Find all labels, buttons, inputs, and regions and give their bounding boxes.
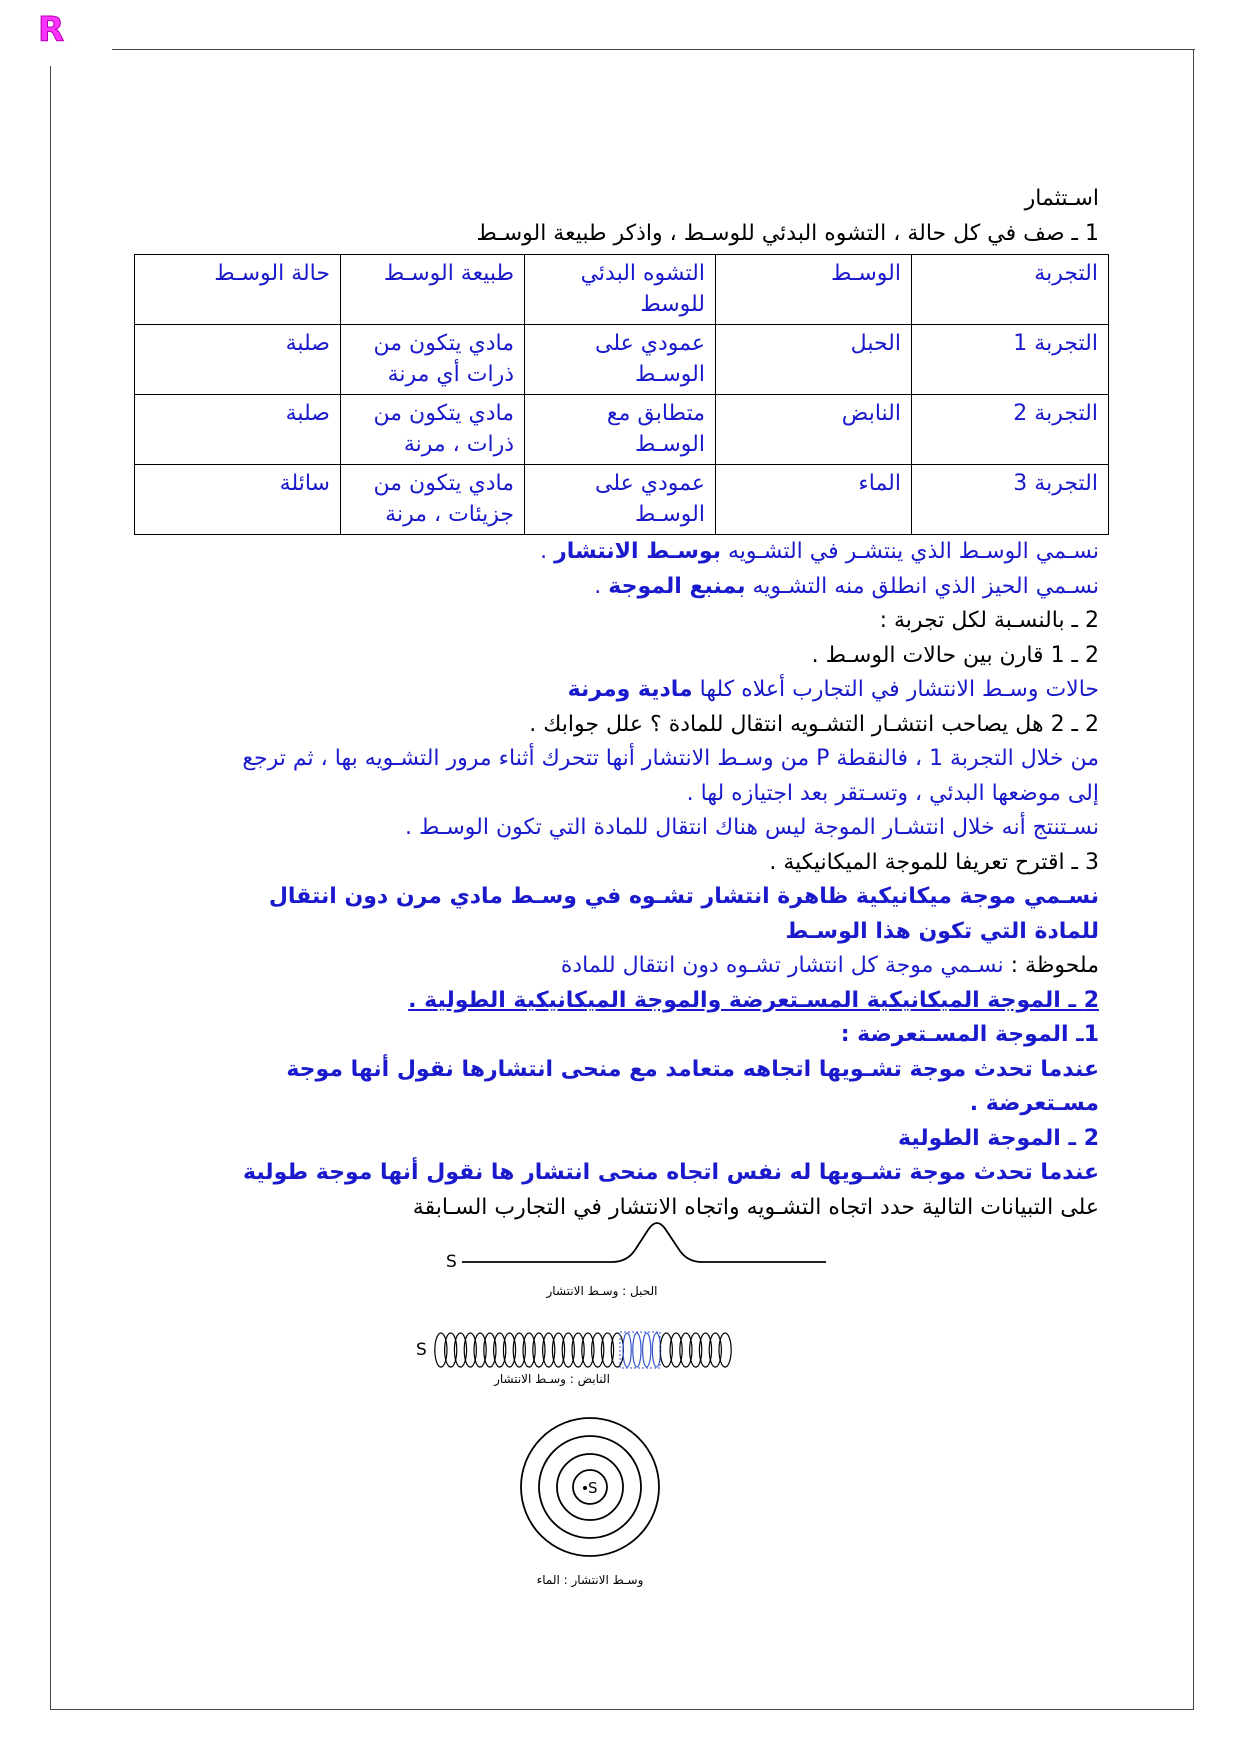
- table-cell: مادي يتكون من ذرات أي مرنة: [341, 325, 525, 395]
- rope-source-label: S: [446, 1252, 457, 1272]
- table-row: [135, 325, 1109, 395]
- mechanical-wave-definition: للمادة التي تكون هذا الوسـط: [785, 918, 1099, 944]
- water-source-label: S: [588, 1479, 598, 1497]
- table-cell: التجربة 3: [912, 465, 1109, 535]
- answer-2-2-conclusion: نسـتنتج أنه خلال انتشـار الموجة ليس هناك انتقال للمادة التي تكون الوسـط .: [405, 815, 1099, 840]
- table-cell: النابض: [716, 395, 912, 465]
- source-point: [583, 1486, 587, 1490]
- definition-wave-source: نسـمي الحيز الذي انطلق منه التشـويه بمنبع الموجة .: [594, 573, 1099, 599]
- transverse-wave-definition: مسـتعرضة .: [969, 1091, 1099, 1116]
- table-cell: حالة الوسـط: [135, 255, 341, 325]
- table-cell: مادي يتكون من ذرات ، مرنة: [341, 395, 525, 465]
- table-cell: الحبل: [716, 325, 912, 395]
- note: ملحوظة : نسـمي موجة كل انتشار تشـوه دون انتقال للمادة: [560, 953, 1099, 978]
- table-cell: الوسـط: [716, 255, 912, 325]
- table-cell: متطابق مع الوسـط: [525, 395, 716, 465]
- question-2: 2 ـ بالنسـبة لكل تجربة :: [879, 608, 1099, 633]
- table-cell: التجربة 2: [912, 395, 1109, 465]
- spring-coil: [633, 1333, 641, 1367]
- table-cell: مادي يتكون من جزيئات ، مرنة: [341, 465, 525, 535]
- spring-coil: [623, 1333, 631, 1367]
- rope-pulse: [462, 1223, 826, 1262]
- page-frame-right: [1193, 49, 1194, 1710]
- table-row: [135, 465, 1109, 535]
- water-caption: وسـط الانتشار : الماء: [536, 1573, 644, 1587]
- table-cell: عمودي على الوسـط: [525, 465, 716, 535]
- section-2-title: 2 ـ الموجة الميكانيكية المسـتعرضة والموجة الميكانيكية الطولية .: [408, 987, 1099, 1013]
- answer-2-2-line: من خلال التجربة 1 ، فالنقطة P من وسـط الانتشار أنها تتحرك أثناء مرور التشـويه بها ، ثم ترجع: [242, 746, 1099, 771]
- spring-coils: [435, 1333, 731, 1367]
- rope-diagram: [446, 1223, 826, 1299]
- table-cell: صلبة: [135, 395, 341, 465]
- table-header-row: [135, 255, 1109, 325]
- question-2-2: 2 ـ 2 هل يصاحب انتشـار التشـويه انتقال للمادة ؟ علل جوابك .: [529, 711, 1099, 737]
- table-cell: طبيعة الوسـط: [341, 255, 525, 325]
- table-cell: صلبة: [135, 325, 341, 395]
- table-cell: التجربة 1: [912, 325, 1109, 395]
- document-body: [134, 182, 1099, 1225]
- mechanical-wave-definition: نسـمي موجة ميكانيكية ظاهرة انتشار تشـوه في وسـط مادي مرن دون انتقال: [268, 884, 1099, 909]
- transverse-wave-title: 1ـ الموجة المسـتعرضة :: [840, 1022, 1099, 1047]
- question-3: 3 ـ اقترح تعريفا للموجة الميكانيكية .: [769, 849, 1099, 875]
- longitudinal-wave-definition: عندما تحدث موجة تشـويها له نفس اتجاه منحى انتشار ها نقول أنها موجة طولية: [242, 1160, 1099, 1185]
- instruction: على التبيانات التالية حدد اتجاه التشـويه واتجاه الانتشار في التجارب السـابقة: [412, 1194, 1099, 1220]
- table-cell: الماء: [716, 465, 912, 535]
- spring-diagram: [416, 1332, 731, 1387]
- experiments-table: [134, 254, 1109, 535]
- answer-2-2-line: إلى موضعها البدئي ، وتسـتقر بعد اجتيازه لها .: [686, 780, 1099, 806]
- rope-caption: الحبل : وسـط الانتشار: [546, 1284, 658, 1298]
- wave-diagrams: [390, 1200, 840, 1600]
- spring-coil: [643, 1333, 651, 1367]
- water-diagram: [521, 1418, 659, 1588]
- page-frame-top: [112, 49, 1195, 50]
- answer-2-1: حالات وسـط الانتشار في التجارب أعلاه كلها مادية ومرنة: [567, 677, 1099, 702]
- question-2-1: 2 ـ 1 قارن بين حالات الوسـط .: [811, 642, 1099, 668]
- page-frame-bottom: [50, 1709, 1194, 1710]
- table-cell: سائلة: [135, 465, 341, 535]
- logo: R: [38, 10, 65, 50]
- spring-caption: النابض : وسـط الانتشار: [494, 1372, 610, 1386]
- table-cell: التشوه البدئي للوسط: [525, 255, 716, 325]
- transverse-wave-definition: عندما تحدث موجة تشـويها اتجاهه متعامد مع منحى انتشارها نقول أنها موجة: [286, 1056, 1099, 1082]
- heading: اسـتثمار: [1024, 186, 1099, 211]
- page-frame-left: [50, 66, 51, 1710]
- table-row: [135, 395, 1109, 465]
- definition-propagation-medium: نسـمي الوسـط الذي ينتشـر في التشـويه بوسـط الانتشار .: [540, 539, 1099, 564]
- longitudinal-wave-title: 2 ـ الموجة الطولية: [898, 1125, 1099, 1151]
- table-cell: التجربة: [912, 255, 1109, 325]
- spring-coil: [652, 1333, 660, 1367]
- table-cell: عمودي على الوسـط: [525, 325, 716, 395]
- question-1: 1 ـ صف في كل حالة ، التشوه البدئي للوسـط ، واذكر طبيعة الوسـط: [476, 220, 1099, 246]
- spring-source-label: S: [416, 1340, 427, 1360]
